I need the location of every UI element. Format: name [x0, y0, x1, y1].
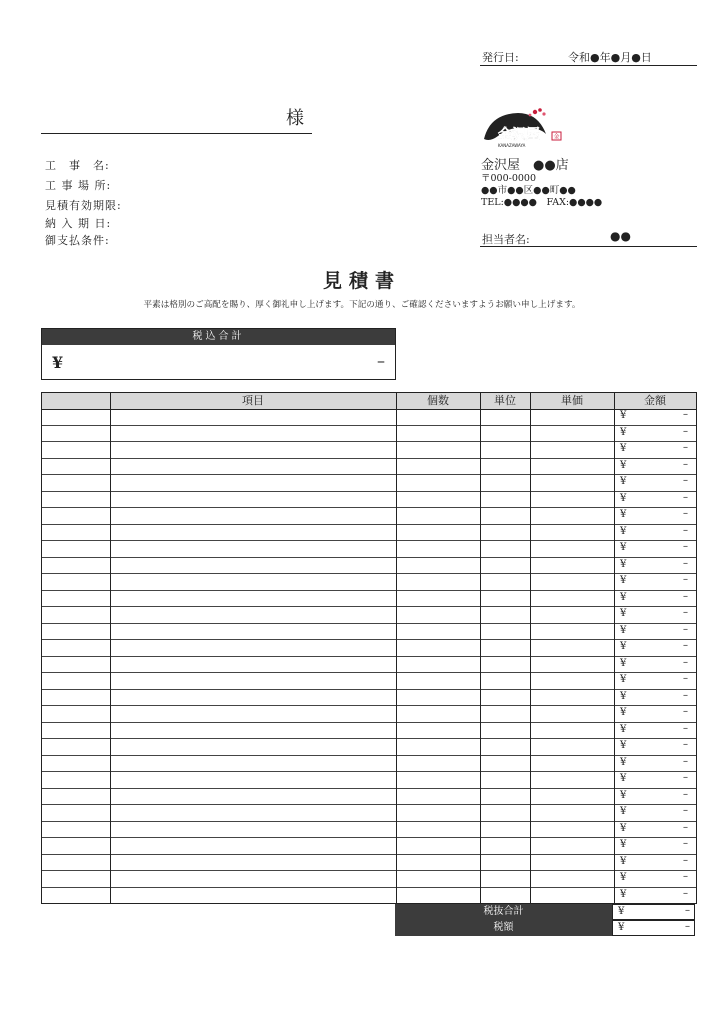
- company-phone-fax: TEL:●●●● FAX:●●●●: [481, 197, 603, 208]
- subtotal-value: –: [685, 905, 690, 916]
- row-amount: –: [683, 557, 688, 569]
- row-currency: ¥: [620, 558, 627, 570]
- row-amount: –: [683, 491, 688, 503]
- row-currency: ¥: [620, 459, 627, 471]
- row-currency: ¥: [620, 740, 627, 751]
- row-amount: –: [683, 442, 688, 453]
- row-currency: ¥: [620, 542, 627, 553]
- svg-text:金沢屋: 金沢屋: [498, 127, 540, 143]
- row-currency: ¥: [620, 476, 627, 487]
- row-amount: –: [683, 475, 688, 486]
- table-row[interactable]: [42, 789, 696, 806]
- tax-value-cell[interactable]: [612, 920, 695, 936]
- table-row[interactable]: [42, 772, 696, 789]
- detail-delivery-date: 納 入 期 日:: [45, 217, 112, 230]
- row-currency: ¥: [620, 888, 627, 900]
- table-row[interactable]: [42, 739, 696, 756]
- table-row[interactable]: [42, 640, 696, 657]
- row-amount: –: [683, 656, 688, 668]
- col-divider: [614, 393, 615, 903]
- row-amount: –: [683, 640, 688, 651]
- total-amount[interactable]: –: [377, 351, 385, 370]
- row-currency: ¥: [620, 608, 627, 619]
- table-row[interactable]: [42, 888, 696, 905]
- table-row[interactable]: [42, 475, 696, 492]
- row-amount: –: [683, 871, 688, 882]
- table-row[interactable]: [42, 492, 696, 509]
- representative-label: 担当者名:: [482, 233, 530, 246]
- row-amount: –: [683, 722, 688, 734]
- row-amount: –: [683, 425, 688, 437]
- subtotal-value-cell[interactable]: [612, 904, 695, 920]
- row-currency: ¥: [620, 822, 627, 834]
- table-row[interactable]: [42, 756, 696, 773]
- row-amount: –: [683, 755, 688, 767]
- tax-currency: ¥: [618, 922, 625, 933]
- company-logo: [480, 106, 568, 152]
- tax-included-total-box: [41, 328, 396, 380]
- row-amount: –: [683, 409, 688, 420]
- detail-payment-terms: 御支払条件:: [45, 234, 110, 247]
- table-row[interactable]: [42, 541, 696, 558]
- row-currency: ¥: [620, 525, 627, 537]
- row-amount: –: [683, 541, 688, 552]
- row-currency: ¥: [620, 872, 627, 883]
- tax-value: –: [685, 921, 690, 932]
- row-amount: –: [683, 772, 688, 783]
- row-currency: ¥: [620, 575, 627, 586]
- detail-project-site: 工 事 場 所:: [45, 179, 112, 192]
- row-currency: ¥: [620, 756, 627, 768]
- company-postal: 〒000-0000: [481, 173, 537, 184]
- row-currency: ¥: [620, 624, 627, 636]
- col-divider: [530, 393, 531, 903]
- company-name: 金沢屋 ●●店: [481, 158, 569, 173]
- table-row[interactable]: [42, 838, 696, 855]
- row-amount: –: [683, 838, 688, 849]
- row-amount: –: [683, 623, 688, 635]
- row-currency: ¥: [620, 690, 627, 702]
- col-header-no: [42, 393, 110, 409]
- detail-project-name: 工 事 名:: [45, 159, 110, 172]
- svg-text:KANAZAWAYA: KANAZAWAYA: [498, 143, 526, 148]
- issue-date-value: 令和●年●月●日: [568, 51, 652, 64]
- row-amount: –: [683, 508, 688, 519]
- detail-valid-until: 見積有効期限:: [45, 199, 122, 212]
- row-currency: ¥: [620, 443, 627, 454]
- svg-text:金: 金: [553, 133, 560, 141]
- items-table: [41, 392, 697, 904]
- subtotal-label: 税抜合計: [395, 904, 612, 920]
- row-currency: ¥: [620, 641, 627, 652]
- table-row[interactable]: [42, 673, 696, 690]
- row-amount: –: [683, 887, 688, 899]
- col-header-unit-price: 単価: [561, 394, 583, 407]
- greeting-text: 平素は格別のご高配を賜り、厚く御礼申し上げます。下記の通り、ご確認くださいますようお願い申し上げます。: [143, 300, 581, 310]
- table-row[interactable]: [42, 690, 696, 707]
- recipient-honorific: 様: [286, 108, 304, 129]
- row-currency: ¥: [620, 855, 627, 867]
- table-row[interactable]: [42, 706, 696, 723]
- row-currency: ¥: [620, 806, 627, 817]
- table-row[interactable]: [42, 558, 696, 575]
- table-row[interactable]: [42, 426, 696, 443]
- table-row[interactable]: [42, 409, 696, 426]
- table-row[interactable]: [42, 574, 696, 591]
- table-row[interactable]: [42, 855, 696, 872]
- total-currency-symbol: ¥: [52, 353, 64, 372]
- col-divider: [396, 393, 397, 903]
- row-currency: ¥: [620, 509, 627, 520]
- row-currency: ¥: [620, 707, 627, 718]
- row-amount: –: [683, 805, 688, 816]
- row-amount: –: [683, 689, 688, 701]
- row-amount: –: [683, 788, 688, 800]
- table-header-row: [42, 393, 696, 410]
- tax-label: 税額: [395, 920, 612, 936]
- representative-value: ●●: [610, 229, 631, 243]
- tax-row: [395, 920, 697, 936]
- table-row[interactable]: [42, 525, 696, 542]
- issue-date-label: 発行日:: [482, 51, 519, 64]
- row-currency: ¥: [620, 410, 627, 421]
- document-title: 見積書: [322, 270, 401, 292]
- row-amount: –: [683, 458, 688, 470]
- col-divider: [110, 393, 111, 903]
- representative-row: [480, 229, 697, 247]
- recipient-name-line[interactable]: [41, 133, 312, 134]
- row-amount: –: [683, 739, 688, 750]
- table-row[interactable]: [42, 459, 696, 476]
- row-currency: ¥: [620, 591, 627, 603]
- subtotal-currency: ¥: [618, 906, 625, 917]
- table-row[interactable]: [42, 822, 696, 839]
- issue-date-row: [480, 48, 697, 66]
- row-currency: ¥: [620, 773, 627, 784]
- table-row[interactable]: [42, 442, 696, 459]
- col-header-amount: 金額: [644, 394, 666, 407]
- row-currency: ¥: [620, 674, 627, 685]
- col-header-unit: 単位: [494, 394, 516, 407]
- tax-included-total-header: 税込合計: [42, 329, 395, 345]
- table-row[interactable]: [42, 723, 696, 740]
- table-body: [42, 409, 696, 904]
- subtotal-row: [395, 904, 697, 920]
- row-amount: –: [683, 673, 688, 684]
- row-currency: ¥: [620, 492, 627, 504]
- company-address: ●●市●●区●●町●●: [481, 185, 576, 196]
- col-divider: [480, 393, 481, 903]
- col-header-quantity: 個数: [427, 394, 449, 407]
- row-amount: –: [683, 574, 688, 585]
- table-row[interactable]: [42, 591, 696, 608]
- table-row[interactable]: [42, 657, 696, 674]
- row-amount: –: [683, 854, 688, 866]
- table-row[interactable]: [42, 805, 696, 822]
- row-currency: ¥: [620, 839, 627, 850]
- row-amount: –: [683, 590, 688, 602]
- row-amount: –: [683, 607, 688, 618]
- row-amount: –: [683, 706, 688, 717]
- row-currency: ¥: [620, 657, 627, 669]
- table-row[interactable]: [42, 624, 696, 641]
- row-amount: –: [683, 821, 688, 833]
- col-header-item: 項目: [242, 394, 264, 407]
- row-currency: ¥: [620, 426, 627, 438]
- table-row[interactable]: [42, 508, 696, 525]
- row-amount: –: [683, 524, 688, 536]
- table-row[interactable]: [42, 871, 696, 888]
- table-row[interactable]: [42, 607, 696, 624]
- row-currency: ¥: [620, 789, 627, 801]
- row-currency: ¥: [620, 723, 627, 735]
